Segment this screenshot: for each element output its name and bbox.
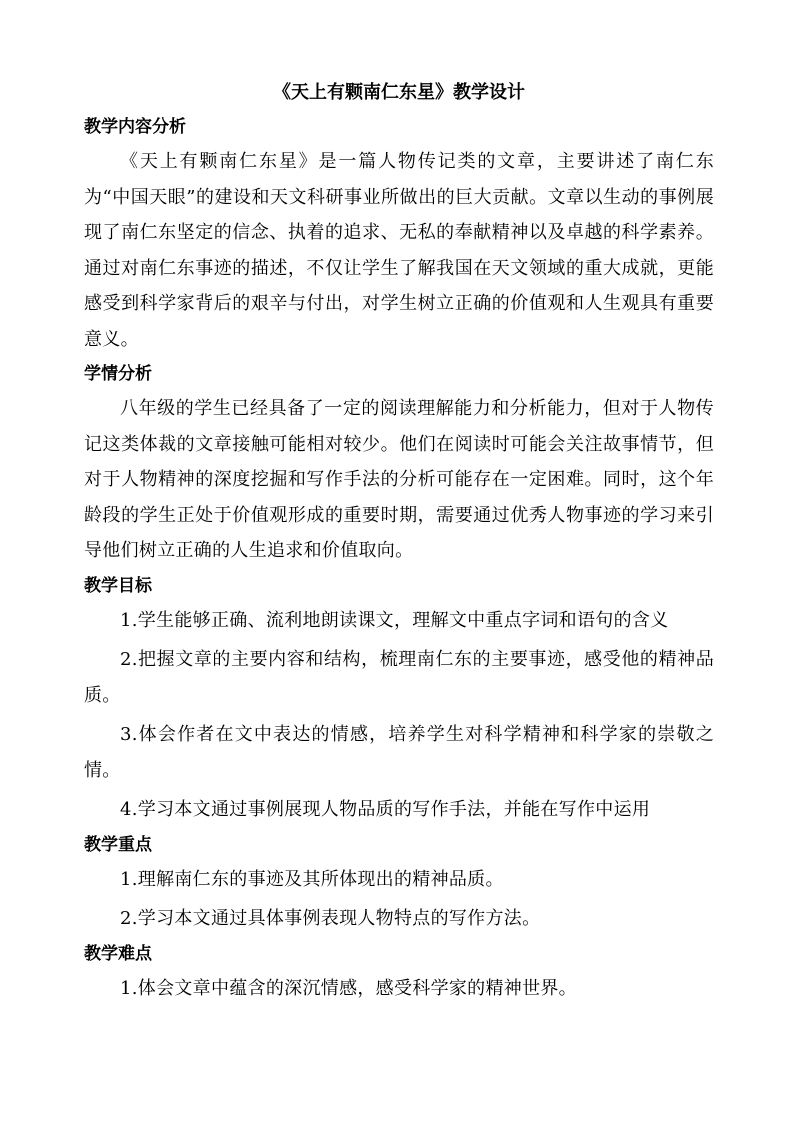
section-heading: 教学内容分析	[84, 117, 186, 137]
document-page	[84, 78, 714, 1010]
section-key-points	[84, 832, 714, 937]
paragraph: 八年级的学生已经具备了一定的阅读理解能力和分析能力，但对于人物传记这类体裁的文章接触可能相对较少。他们在阅读时可能会关注故事情节，但对于人物精神的深度挖掘和写作手法的分析可能存在一定困难。同时，这个年龄段的学生正处于价值观形成的重要时期，需要通过优秀人物事迹的学习来引导他们树立正确的人生追求和价值取向。	[84, 398, 714, 561]
document-title: 《天上有颗南仁东星》教学设计	[273, 82, 525, 103]
section-heading: 教学难点	[84, 943, 152, 964]
section-student-analysis	[84, 361, 714, 569]
list-item: 2.把握文章的主要内容和结构，梳理南仁东的主要事迹，感受他的精神品质。	[84, 649, 714, 706]
list-item: 3.体会作者在文中表达的情感，培养学生对科学精神和科学家的崇敬之情。	[84, 724, 714, 781]
section-difficult-points	[84, 941, 714, 1007]
list-item: 1.学生能够正确、流利地朗读课文，理解文中重点字词和语句的含义	[120, 609, 669, 631]
paragraph: 《天上有颗南仁东星》是一篇人物传记类的文章，主要讲述了南仁东为“中国天眼”的建设和天文科研事业所做出的巨大贡献。文章以生动的事例展现了南仁东坚定的信念、执着的追求、无私的奉献精神以及卓越的科学素养。通过对南仁东事迹的描述，不仅让学生了解我国在天文领域的重大成就，更能感受到科学家背后的艰辛与付出，对学生树立正确的价值观和人生观具有重要意义。	[84, 151, 714, 350]
section-heading: 学情分析	[84, 364, 152, 384]
section-heading: 教学重点	[84, 834, 152, 855]
section-teaching-goals	[84, 573, 714, 828]
list-item: 2.学习本文通过具体事例表现人物特点的写作方法。	[120, 908, 541, 929]
list-item: 1.理解南仁东的事迹及其所体现出的精神品质。	[120, 868, 504, 890]
list-item: 4.学习本文通过事例展现人物品质的写作手法，并能在写作中运用	[120, 799, 651, 820]
list-item: 1.体会文章中蕴含的深沉情感，感受科学家的精神世界。	[120, 977, 577, 999]
section-content-analysis	[84, 114, 714, 357]
section-heading: 教学目标	[84, 575, 152, 596]
